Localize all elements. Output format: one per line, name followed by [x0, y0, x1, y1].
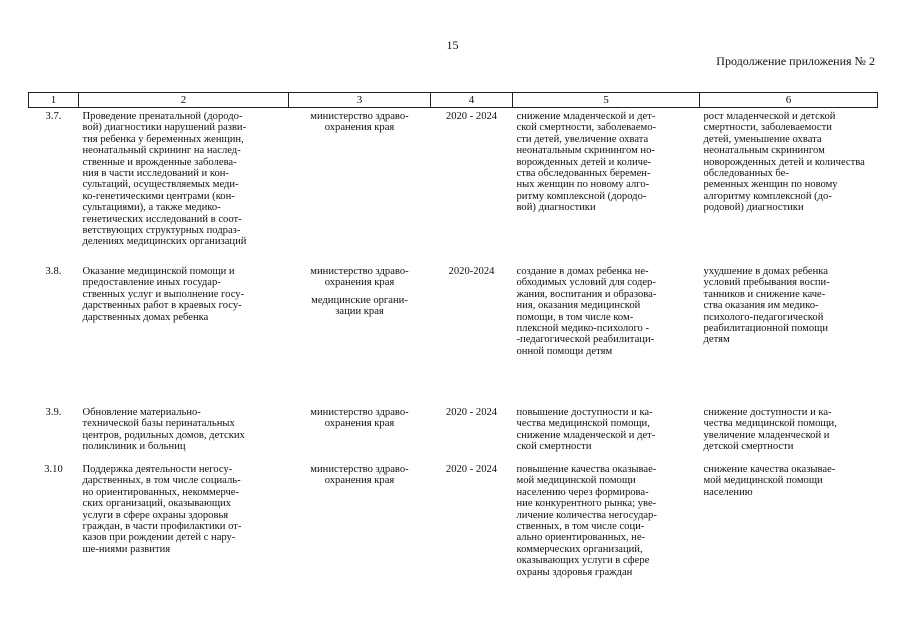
activity-text: Поддержка деятельности негосу- дарственных, в том числе социаль- но ориентированных, некоммерче- ских организаций, оказывающих услуги в сфере охраны здоровья граждан, в части профилактики от- казов при рождении детей с нару- ше-ниями развития — [82, 464, 242, 555]
executor-text: министерство здраво- охранения края — [310, 464, 409, 487]
activity-text: Проведение пренатальной (дородо- вой) диагностики нарушений разви- тия ребенка у беременных женщин, неонатальный скрининг на наслед- ственные и врожденные заболева- ния в части исследований и кон- сультаций, осуществляемых меди- ко-генетическими центрами (кон- сультациями), а также медико- генетических исследований в соот- ветствующих структурных подраз- делениях медицинских организаций — [82, 111, 247, 248]
consequence-text: рост младенческой и детской смертности, заболеваемости детей, уменьшение охвата неонатальным скринингом новорожденных детей и количества обследованных бе- ременных женщин по новому алгоритму комплексной (до- родовой) диагностики — [703, 111, 865, 214]
result-text: повышение качества оказывае- мой медицинской помощи населению через формирова- ние конкурентного рынка; уве- личение количества негосудар- ственных, в том числе соци- ально ориентированных, не- коммерческих организаций, оказывающих услуги в сфере охраны здоровья граждан — [516, 464, 657, 578]
years-text: 2020 - 2024 — [445, 407, 498, 418]
executor-cell — [289, 108, 431, 264]
appendix-table — [28, 92, 878, 594]
header-col-6: 6 — [700, 93, 878, 108]
header-col-4: 4 — [431, 93, 513, 108]
header-col-1: 1 — [29, 93, 79, 108]
years-text: 2020 - 2024 — [445, 464, 498, 475]
result-text: повышение доступности и ка- чества медицинской помощи, снижение младенческой и дет- ской смертности — [516, 407, 656, 453]
executor-text: министерство здраво- охранения края — [310, 111, 409, 134]
table-row — [29, 108, 878, 264]
executor-cell — [289, 404, 431, 461]
consequence-text: снижение доступности и ка- чества медицинской помощи, увеличение младенческой и детской смертности — [703, 407, 837, 453]
row-number: 3.9. — [45, 407, 62, 418]
activity-text: Обновление материально- технической базы перинатальных центров, родильных домов, детских поликлиник и больниц — [82, 407, 245, 453]
consequence-text: снижение качества оказывае- мой медицинской помощи населению — [703, 464, 836, 498]
header-row — [29, 93, 878, 108]
table-row — [29, 404, 878, 461]
activity-text: Оказание медицинской помощи и предоставление иных государ- ственных услуг и выполнение госу- дарственных работ в краевых госу- дарственных домах ребенка — [82, 266, 245, 323]
header-col-5: 5 — [513, 93, 700, 108]
executor-cell — [289, 461, 431, 594]
header-col-3: 3 — [289, 93, 431, 108]
executor-text: медицинские органи- зации края — [311, 294, 408, 318]
row-number: 3.10 — [44, 464, 63, 475]
result-text: снижение младенческой и дет- ской смертности, заболеваемо- сти детей, увеличение охвата неонатальным скринингом но- ворожденных детей и количе- ства обследованных беремен- ных женщин по новому алго- ритму комплексной (дородо- вой) диагностики — [516, 111, 657, 214]
header-col-2: 2 — [79, 93, 289, 108]
result-text: создание в домах ребенка не- обходимых условий для содер- жания, воспитания и образова- ния, оказания медицинской помощи, в том числе ком- плексной медико-психолого - -педагогической реабилитаци- онной помощи детям — [516, 266, 657, 357]
continuation-title: Продолжение приложения № 2 — [716, 54, 875, 68]
table-row — [29, 263, 878, 404]
executor-text: министерство здраво- охранения края — [310, 266, 409, 289]
years-text: 2020-2024 — [448, 266, 495, 277]
page-number: 15 — [446, 38, 459, 52]
years-text: 2020 - 2024 — [445, 111, 498, 122]
consequence-text: ухудшение в домах ребенка условий пребывания воспи- танников и снижение каче- ства оказания им медико- психолого-педагогической реабилитационной помощи детям — [703, 266, 830, 346]
executor-cell — [289, 263, 431, 404]
row-number: 3.7. — [45, 111, 62, 122]
table-row — [29, 461, 878, 594]
row-number: 3.8. — [45, 266, 62, 277]
executor-text: министерство здраво- охранения края — [310, 407, 409, 430]
